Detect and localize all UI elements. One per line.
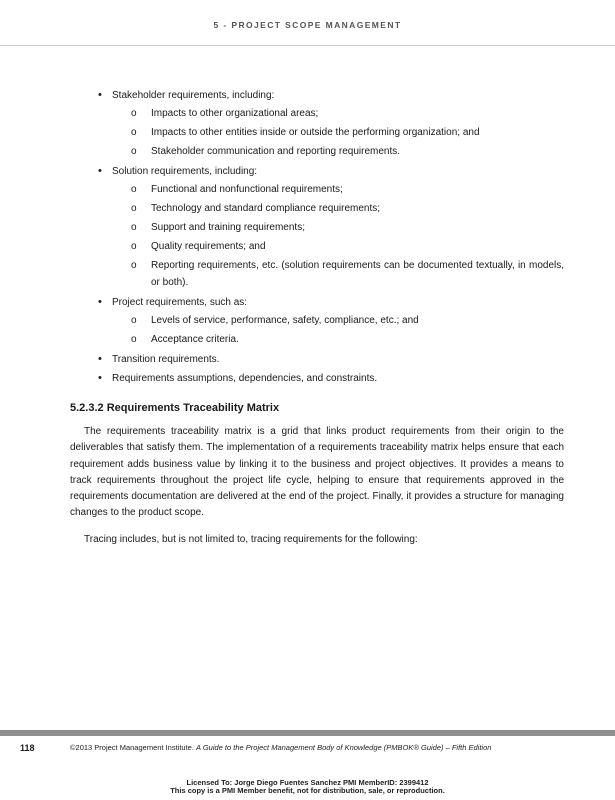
sub-list	[112, 181, 564, 291]
sub-list-item: o Quality requirements; and	[112, 238, 564, 255]
list-item-project-requirements	[70, 293, 564, 348]
section-heading: 5.2.3.2 Requirements Traceability Matrix	[70, 402, 280, 414]
body-paragraph: Tracing includes, but is not limited to, tracing requirements for the following:	[84, 533, 418, 545]
list-item-label: Project requirements, such as:	[112, 297, 248, 308]
list-item-stakeholder-requirements	[70, 86, 564, 160]
sub-list	[112, 105, 564, 160]
sub-list-item: o Acceptance criteria.	[112, 331, 564, 348]
license-notice	[0, 779, 615, 795]
sub-list-item: o Technology and standard compliance requirements;	[112, 200, 564, 217]
sub-list-item: o Impacts to other entities inside or outside the performing organization; and	[112, 124, 564, 141]
list-item-label: Requirements assumptions, dependencies, and constraints.	[112, 373, 378, 384]
page-content	[70, 86, 564, 548]
list-item-requirements-assumptions	[70, 369, 564, 388]
list-item-label: Transition requirements.	[112, 354, 220, 365]
list-item-solution-requirements	[70, 162, 564, 291]
sub-list-item: o Reporting requirements, etc. (solution requirements can be documented textually, in models, or both).	[112, 257, 564, 291]
sub-list-item: o Impacts to other organizational areas;	[112, 105, 564, 122]
page-header	[0, 0, 615, 46]
list-item-transition-requirements	[70, 350, 564, 369]
sub-list-item: o Support and training requirements;	[112, 219, 564, 236]
body-paragraph: The requirements traceability matrix is a grid that links product requirements from their origin to the deliverables that satisfy them. The implementation of a requirements traceability matrix helps ensure that each requirement adds business value by linking it to the business and project objectives. It provides a means to track requirements throughout the project life cycle, helping to ensure that requirements approved in the requirements documentation are delivered at the end of the project. Finally, it provides a structure for managing changes to the product scope.	[70, 426, 564, 519]
copyright-line	[70, 743, 491, 752]
list-item-label: Stakeholder requirements, including:	[112, 90, 275, 101]
license-line: This copy is a PMI Member benefit, not for distribution, sale, or reproduction.	[170, 786, 445, 795]
license-line: Licensed To: Jorge Diego Fuentes Sanchez PMI MemberID: 2399412	[186, 778, 429, 787]
sub-list-item: o Functional and nonfunctional requirements;	[112, 181, 564, 198]
requirements-list	[70, 86, 564, 388]
copyright-text: ©2013 Project Management Institute.	[70, 743, 194, 752]
list-item-label: Solution requirements, including:	[112, 166, 258, 177]
page-number: 118	[20, 743, 35, 753]
footer-divider	[0, 730, 615, 736]
chapter-title: 5 - PROJECT SCOPE MANAGEMENT	[213, 20, 402, 30]
book-title: A Guide to the Project Management Body of Knowledge (PMBOK® Guide) – Fifth Edition	[196, 743, 492, 752]
sub-list-item: o Stakeholder communication and reporting requirements.	[112, 143, 564, 160]
sub-list-item: o Levels of service, performance, safety, compliance, etc.; and	[112, 312, 564, 329]
sub-list	[112, 312, 564, 348]
